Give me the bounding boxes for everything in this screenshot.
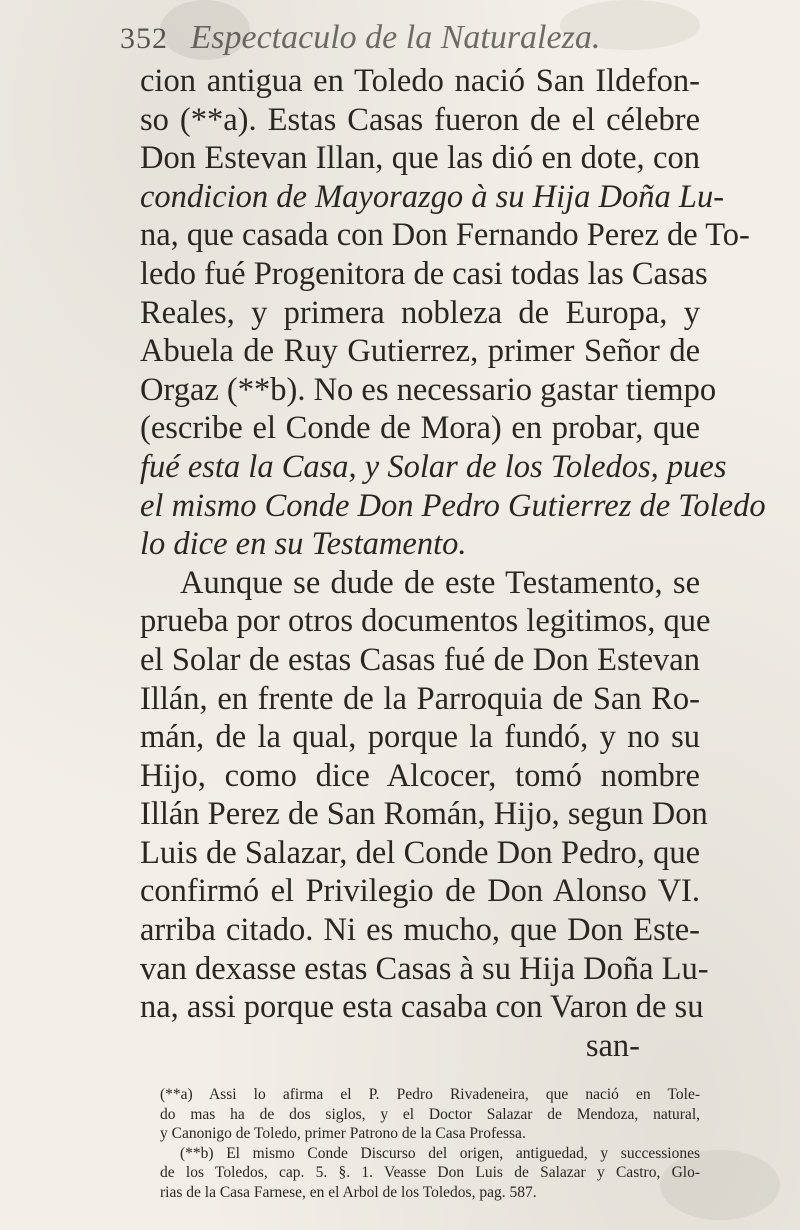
text-line: Luis de Salazar, del Conde Don Pedro, que xyxy=(140,834,700,871)
text-line: fué esta la Casa, y Solar de los Toledos, pues xyxy=(140,448,727,485)
text-line: Orgaz (**b). No es necessario gastar tiempo xyxy=(140,371,717,408)
footnote-line: de los Toledos, cap. 5. §. 1. Veasse Don Luis de Salazar y Castro, Glo- xyxy=(160,1164,700,1181)
text-line: el mismo Conde Don Pedro Gutierrez de Toledo xyxy=(140,487,766,524)
text-line: (escribe el Conde de Mora) en probar, que xyxy=(140,410,700,447)
text-line: Aunque se dude de este Testamento, se xyxy=(180,564,700,601)
text-line: na, assi porque esta casaba con Varon de su xyxy=(140,989,704,1026)
page-number: 352 xyxy=(120,22,168,55)
text-line: mán, de la qual, porque la fundó, y no su xyxy=(140,719,700,756)
text-line: na, que casada con Don Fernando Perez de To- xyxy=(140,217,750,254)
footnotes xyxy=(160,1085,700,1202)
footnote-line: (**b) El mismo Conde Discurso del origen, antiguedad, y successiones xyxy=(180,1144,700,1162)
running-head-title: Espectaculo de la Naturaleza. xyxy=(190,19,601,56)
footnote-line: rias de la Casa Farnese, en el Arbol de los Toledos, pag. 587. xyxy=(160,1183,537,1201)
text-line: Illán Perez de San Román, Hijo, segun Don xyxy=(140,796,708,833)
text-line: Abuela de Ruy Gutierrez, primer Señor de xyxy=(140,333,700,370)
catchword: san- xyxy=(585,1027,640,1064)
text-line: cion antigua en Toledo nació San Ildefon- xyxy=(140,63,700,99)
text-line: Reales, y primera nobleza de Europa, y xyxy=(140,294,700,331)
footnote-line: y Canonigo de Toledo, primer Patrono de la Casa Professa. xyxy=(160,1125,526,1142)
footnote-line: (**a) Assi lo afirma el P. Pedro Rivadeneira, que nació en Tole- xyxy=(160,1086,700,1103)
text-line: confirmó el Privilegio de Don Alonso VI. xyxy=(140,873,700,910)
text-line: condicion de Mayorazgo à su Hija Doña Lu- xyxy=(140,178,725,215)
text-line: arriba citado. Ni es mucho, que Don Este- xyxy=(140,912,700,949)
text-line: lo dice en su Testamento. xyxy=(140,526,467,563)
text-line: prueba por otros documentos legitimos, que xyxy=(140,603,711,640)
text-line: van dexasse estas Casas à su Hija Doña Lu- xyxy=(140,950,709,987)
text-line: Don Estevan Illan, que las dió en dote, con xyxy=(140,140,700,177)
footnote-line: do mas ha de dos siglos, y el Doctor Salazar de Mendoza, natural, xyxy=(160,1105,700,1123)
text-line: Hijo, como dice Alcocer, tomó nombre xyxy=(140,757,700,794)
text-line: Illán, en frente de la Parroquia de San Ro- xyxy=(140,680,700,717)
text-line: el Solar de estas Casas fué de Don Estevan xyxy=(140,641,700,678)
running-head xyxy=(120,12,720,64)
text-line: ledo fué Progenitora de casi todas las Casas xyxy=(140,255,708,292)
text-line: so (**a). Estas Casas fueron de el célebre xyxy=(140,101,700,138)
body-text xyxy=(140,62,766,1065)
